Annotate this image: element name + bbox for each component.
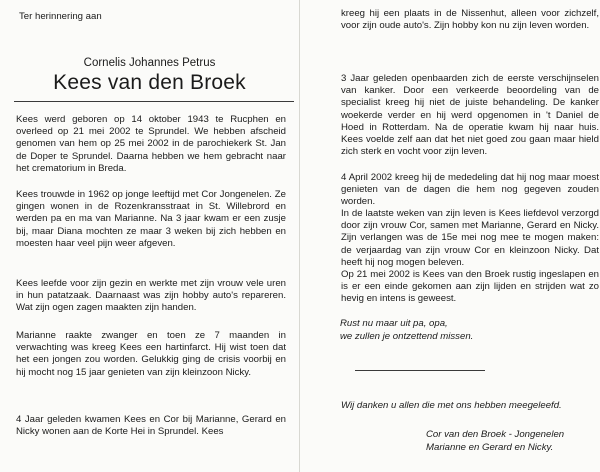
full-name: Cornelis Johannes Petrus (83, 57, 216, 69)
paragraph-family-life: Kees leefde voor zijn gezin en werkte met zijn vrouw vele uren in hun patatzaak. Daarnaast was zijn hobby auto's repareren. Wat zijn ogen zagen maakten zijn handen. (16, 278, 286, 314)
paragraph-grandson: Marianne raakte zwanger en toen ze 7 maanden in verwachting was kreeg Kees een hartinfarct. Hij wist toen dat het een jongen zou worden. Gelukkig ging de crisis voorbij en hij mocht nog 15 jaar genieten van zijn kleinzoon Nicky. (16, 330, 286, 378)
signature-line-2: Marianne en Gerard en Nicky. (426, 442, 554, 453)
paragraph-hobby: kreeg hij een plaats in de Nissenhut, alleen voor zichzelf, voor zijn oude auto's. Zijn hobby kon nu zijn leven worden. (341, 8, 599, 32)
signature-line-1: Cor van den Broek - Jongenelen (426, 429, 565, 440)
paragraph-birth-death: Kees werd geboren op 14 oktober 1943 te Rucphen en overleed op 21 mei 2002 te Sprundel. We hebben afscheid genomen van hem op 25 mei 2002 in de parochiekerk St. Jan de Doper te Sprundel. Daarna hebben we hem gebracht naar het crematorium in Breda. (16, 114, 286, 174)
intro-text: Ter herinnering aan (19, 11, 102, 22)
farewell-line-2: we zullen je ontzettend missen. (340, 331, 474, 342)
fold-line (299, 0, 300, 472)
paragraph-marriage: Kees trouwde in 1962 op jonge leeftijd met Cor Jongenelen. Ze gingen wonen in de Rozenkransstraat in St. Willebrord en werden pa en ma van Marianne. Na 3 jaar kwam er een zusje bij, maar Diana mochten ze maar 3 weken bij zich hebben en moesten haar veel pijn weer afgeven. (16, 189, 286, 249)
thanks-text: Wij danken u allen die met ons hebben meegeleefd. (341, 400, 562, 411)
paragraph-passing: Op 21 mei 2002 is Kees van den Broek rustig ingeslapen en is er een einde gekomen aan zijn lijden en strijden wat zo hevig en intens is geweest. (341, 269, 599, 305)
deceased-name: Kees van den Broek (53, 71, 246, 94)
farewell-line-1: Rust nu maar uit pa, opa, (340, 318, 448, 329)
paragraph-illness: 3 Jaar geleden openbaarden zich de eerste verschijnselen van kanker. Door een verkeerde beoordeling van de specialist kreeg hij niet de juiste behandeling. De kanker woekerde verder en hij werd opgenomen in 't Daniel de Hoed in Rotterdam. Na de operatie kwam hij naar huis. Kees voelde zelf aan dat het niet goed zou gaan maar hield zich sterk en vocht voor zijn leven. (341, 73, 599, 158)
paragraph-moving: 4 Jaar geleden kwamen Kees en Cor bij Marianne, Gerard en Nicky wonen aan de Korte Hei in Sprundel. Kees (16, 414, 286, 438)
paragraph-news: 4 April 2002 kreeg hij de mededeling dat hij nog maar moest genieten van de dagen die hem nog gegeven zouden worden. (341, 172, 599, 208)
name-divider (14, 101, 294, 102)
closing-divider (355, 370, 485, 371)
paragraph-last-weeks: In de laatste weken van zijn leven is Kees liefdevol verzorgd door zijn vrouw Cor, samen met Marianne, Gerard en Nicky. Zijn verlangen was de 15e mei nog mee te mogen maken: de verjaardag van zijn vrouw Cor en kleinzoon Nicky. Dat heeft hij nog mogen beleven. (341, 208, 599, 268)
